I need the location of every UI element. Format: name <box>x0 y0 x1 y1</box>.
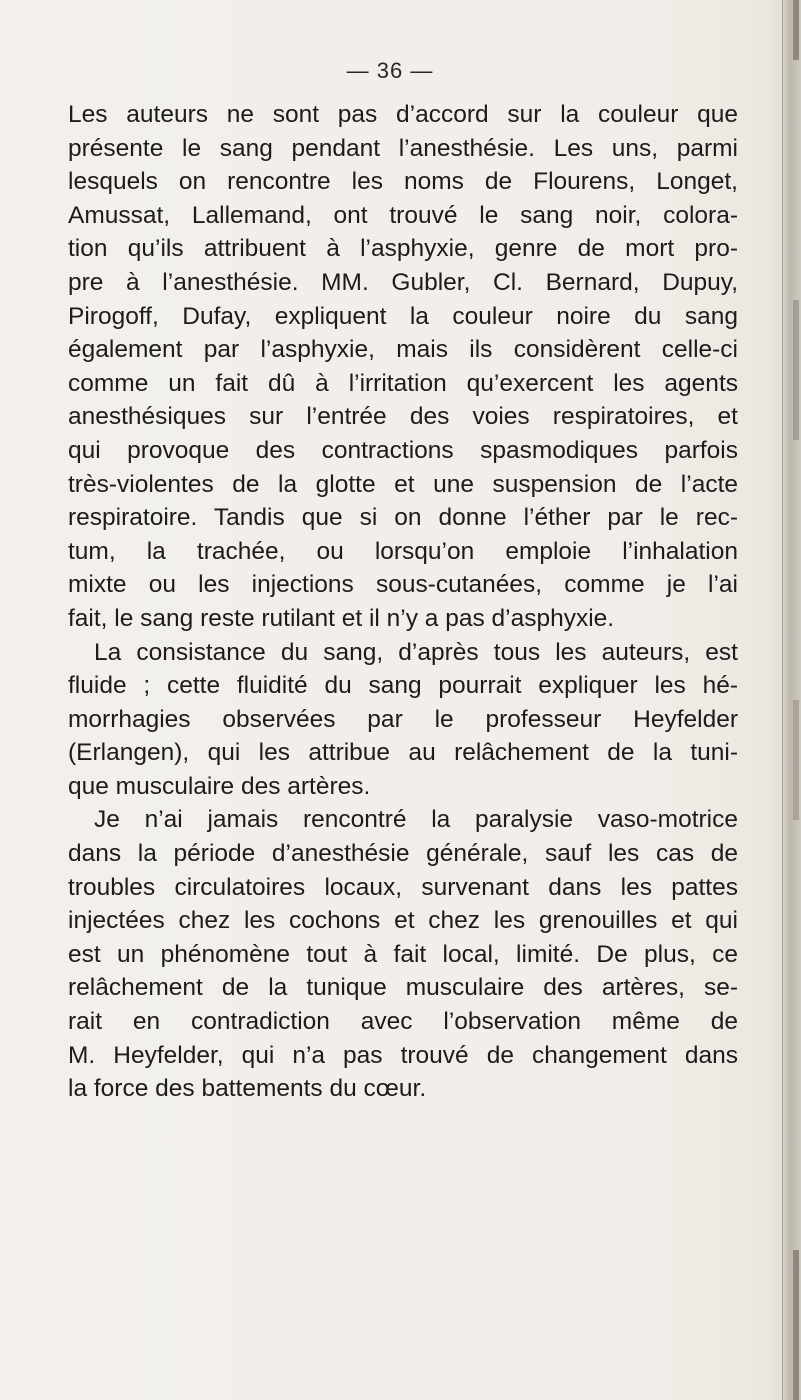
edge-shadow-mark <box>793 0 799 60</box>
text-line: fluide ; cette fluidité du sang pourrait expliquer les hé- <box>68 672 738 700</box>
text-line: tion qu’ils attribuent à l’asphyxie, genre de mort pro- <box>68 235 738 263</box>
page-edge-binding <box>782 0 801 1400</box>
text-line: Les auteurs ne sont pas d’accord sur la couleur que <box>68 101 738 128</box>
text-line: également par l’asphyxie, mais ils considèrent celle-ci <box>68 336 738 364</box>
text-line: que musculaire des artères. <box>68 772 371 800</box>
text-line: (Erlangen), qui les attribue au relâchement de la tuni- <box>68 739 738 767</box>
text-line: comme un fait dû à l’irritation qu’exercent les agents <box>68 369 738 397</box>
text-line: anesthésiques sur l’entrée des voies respiratoires, et <box>68 403 738 431</box>
text-line: troubles circulatoires locaux, survenant dans les pattes <box>68 873 738 901</box>
text-line: lesquels on rencontre les noms de Flourens, Longet, <box>68 168 738 196</box>
text-line: très-violentes de la glotte et une suspension de l’acte <box>68 470 738 498</box>
text-line: M. Heyfelder, qui n’a pas trouvé de changement dans <box>68 1041 738 1069</box>
text-line: pre à l’anesthésie. MM. Gubler, Cl. Bernard, Dupuy, <box>68 268 738 296</box>
text-line: injectées chez les cochons et chez les grenouilles et qui <box>68 907 738 935</box>
body-text <box>68 98 738 1106</box>
page-number: — 36 — <box>346 58 434 83</box>
text-line: fait, le sang reste rutilant et il n’y a pas d’asphyxie. <box>68 604 615 632</box>
text-line: Pirogoff, Dufay, expliquent la couleur noire du sang <box>68 302 738 330</box>
text-line: la force des battements du cœur. <box>68 1075 427 1103</box>
edge-shadow-mark <box>793 700 799 820</box>
text-line: relâchement de la tunique musculaire des artères, se- <box>68 974 738 1002</box>
edge-shadow-mark <box>793 300 799 440</box>
text-line: présente le sang pendant l’anesthésie. Les uns, parmi <box>68 134 738 162</box>
text-line: morrhagies observées par le professeur Heyfelder <box>68 705 738 733</box>
text-line: Je n’ai jamais rencontré la paralysie vaso-motrice <box>94 806 738 834</box>
text-line: rait en contradiction avec l’observation même de <box>68 1008 738 1036</box>
text-line: est un phénomène tout à fait local, limité. De plus, ce <box>68 940 738 968</box>
text-line: qui provoque des contractions spasmodiques parfois <box>68 436 738 464</box>
edge-shadow-mark <box>793 1250 799 1400</box>
text-line: mixte ou les injections sous-cutanées, comme je l’ai <box>68 571 738 599</box>
text-line: tum, la trachée, ou lorsqu’on emploie l’inhalation <box>68 537 738 565</box>
text-line: La consistance du sang, d’après tous les auteurs, est <box>94 638 738 666</box>
text-line: respiratoire. Tandis que si on donne l’éther par le rec- <box>68 504 738 532</box>
text-line: Amussat, Lallemand, ont trouvé le sang noir, colora- <box>68 201 738 229</box>
text-line: dans la période d’anesthésie générale, sauf les cas de <box>68 840 738 868</box>
